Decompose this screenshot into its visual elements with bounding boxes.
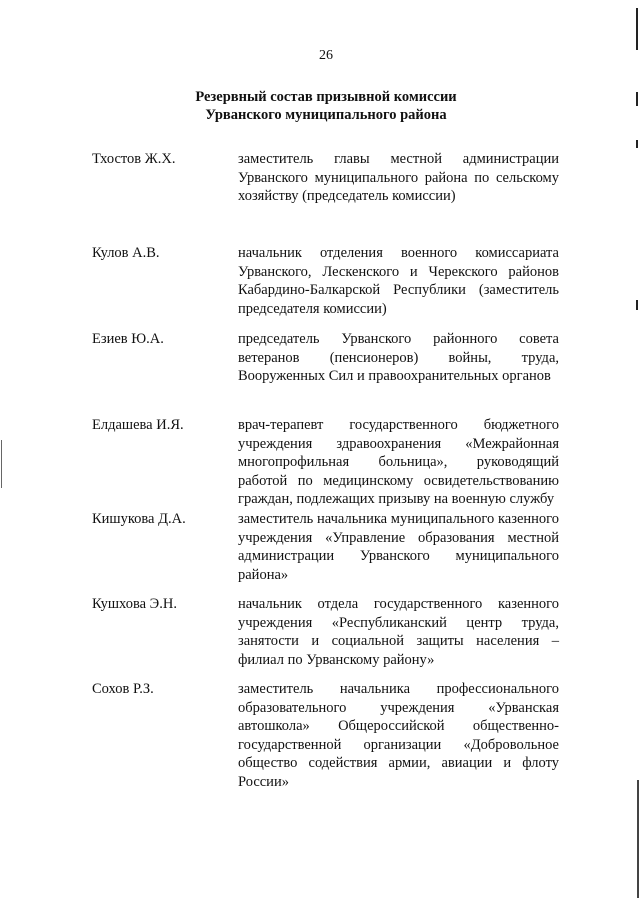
- member-role: заместитель главы местной администрации Урванского муниципального района по сельскому хозяйству (председатель комиссии): [238, 151, 559, 204]
- member-role: заместитель начальника муниципального казенного учреждения «Управление образования местной администрации Урванского муниципального района»: [238, 511, 559, 583]
- member-role: заместитель начальника профессионального образовательного учреждения «Урванская автошкола» Общероссийской общественно-государственной организации «Добровольное общество содействия армии, авиации и флоту России»: [238, 681, 559, 790]
- document-title: [0, 88, 640, 124]
- title-line-1: Резервный состав призывной комиссии: [195, 89, 457, 105]
- member-role: председатель Урванского районного совета ветеранов (пенсионеров) войны, труда, Вооруженных Сил и правоохранительных органов: [238, 331, 559, 384]
- member-name: Сохов Р.З.: [92, 681, 154, 697]
- member-name: Кулов А.В.: [92, 245, 160, 261]
- scan-edge-mark: [1, 440, 2, 488]
- member-name: Кушхова Э.Н.: [92, 596, 177, 612]
- member-name: Елдашева И.Я.: [92, 417, 184, 433]
- member-name: Кишукова Д.А.: [92, 511, 186, 527]
- scan-edge-mark: [636, 92, 638, 106]
- scan-edge-mark: [637, 780, 639, 898]
- scan-edge-mark: [636, 300, 638, 310]
- scan-edge-mark: [636, 140, 638, 148]
- scan-edge-mark: [636, 8, 638, 50]
- page-number: 26: [319, 48, 333, 63]
- member-name: Тхостов Ж.Х.: [92, 151, 176, 167]
- member-role: начальник отделения военного комиссариата Урванского, Лескенского и Черекского районов Кабардино-Балкарской Республики (заместитель председателя комиссии): [238, 245, 559, 317]
- member-role: начальник отдела государственного казенного учреждения «Республиканский центр труда, занятости и социальной защиты населения – филиал по Урванскому району»: [238, 596, 559, 668]
- title-line-2: Урванского муниципального района: [205, 107, 447, 123]
- member-role: врач-терапевт государственного бюджетного учреждения здравоохранения «Межрайонная многопрофильная больница», руководящий работой по медицинскому освидетельствованию граждан, подлежащих призыву на военную службу: [238, 417, 559, 507]
- member-name: Езиев Ю.А.: [92, 331, 164, 347]
